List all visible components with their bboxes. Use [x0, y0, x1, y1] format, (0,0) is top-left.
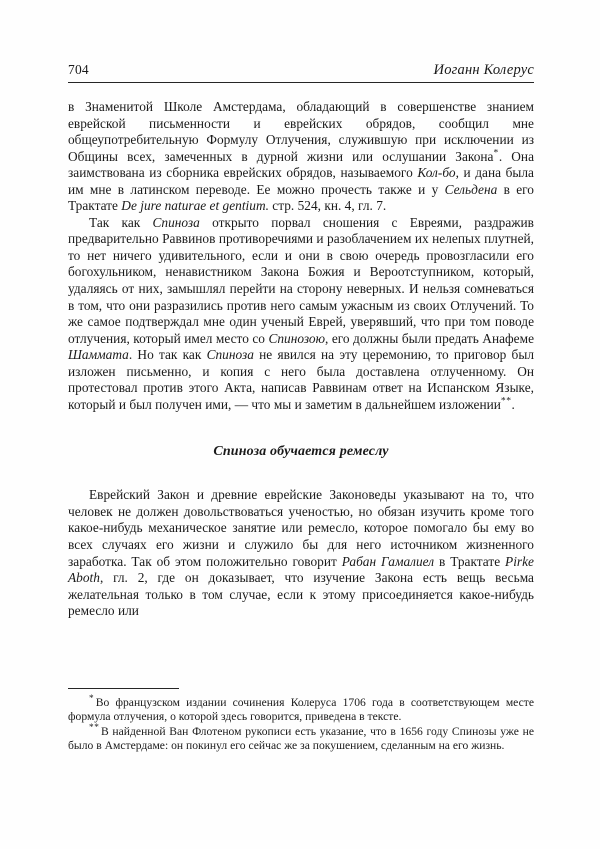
paragraph-1-italic-kol-bo: Кол-бо	[417, 165, 456, 181]
paragraph-1-run-5: стр. 524, кн. 4, гл. 7.	[268, 198, 387, 214]
paragraph-1	[68, 99, 534, 215]
paragraph-1-italic-selden: Сельдена	[444, 181, 498, 197]
page-number: 704	[68, 62, 89, 77]
paragraph-1-run-1: в Знаменитой Школе Амстердама, обладающий в совершенстве знанием еврейской письменности и еврейских обрядов, сообщил мне общеупотребительную Формулу Отлучения, служившую при исключении из Общины всех, замеченных в дурной жизни или ослушании Закона	[68, 99, 534, 164]
paragraph-1-run-3: , и дана была им мне в латинском переводе. Ее можно прочесть также и у	[68, 165, 534, 197]
footnote-1-marker: *	[89, 694, 95, 705]
footnote-separator-rule	[68, 688, 179, 689]
paragraph-2-run-5: не явился на эту церемонию, то приговор был изложен письменно, и копия с него была доставлена отлученному. Он протестовал против этого Акта, написав Раввинам ответ на Испанском Языке, который и был получен ими, — что мы и заметим в дальнейшем изложении	[68, 347, 534, 412]
paragraph-2	[68, 215, 534, 414]
paragraph-2-run-4: . Но так как	[128, 347, 207, 363]
footnote-1	[68, 696, 534, 725]
paragraph-1-run-2: . Она заимствована из сборника еврейских обрядов, называемого	[68, 148, 535, 181]
heading-spacer-top	[68, 413, 534, 443]
footnote-area	[68, 688, 534, 754]
paragraph-2-run-3: , его должны были предать Анафеме	[325, 330, 534, 346]
paragraph-3-italic-raban-gamaliel: Рабан Гамалиел	[341, 553, 435, 569]
footnote-1-text: Во французском издании сочинения Колеруса 1706 года в соответствующем месте формула отлучения, о которой здесь говорится, приведена в тексте.	[68, 696, 534, 724]
footnote-2-text: В найденной Ван Флотеном рукописи есть указание, что в 1656 году Спинозы уже не было в Амстердаме: он покинул его сейчас же за покушением, сделанным на его жизнь.	[68, 724, 534, 753]
paragraph-2-run-6: .	[511, 396, 515, 412]
paragraph-1-italic-treatise-title: De jure naturae et gentium.	[121, 198, 269, 214]
running-title: Иоганн Колерус	[433, 62, 534, 78]
footnote-reference-1: *	[493, 147, 499, 159]
paragraph-2-italic-spinoza-1: Спиноза	[152, 214, 200, 230]
paragraph-3-run-1: Еврейский Закон и древние еврейские Законоведы указывают на то, что человек не должен довольствоваться ученостью, но обязан изучить кроме того какое-нибудь механическое занятие или ремесло, которое помогало бы ему во всех случаях его жизни и служило бы для него источником жизненного заработка. Так об этом положительно говорит	[68, 487, 534, 569]
paragraph-2-italic-shammata: Шаммата	[68, 347, 129, 363]
page-header	[68, 62, 534, 83]
heading-spacer-bottom	[68, 461, 534, 487]
section-heading: Спиноза обучается ремеслу	[213, 444, 389, 460]
paragraph-3-italic-pirke-aboth: Pirke Aboth	[68, 553, 534, 586]
footnote-reference-2: **	[500, 395, 512, 407]
footnote-2	[68, 722, 534, 754]
paragraph-3	[68, 487, 534, 619]
paragraph-2-run-2: открыто порвал сношения с Евреями, раздражив предварительно Раввинов противоречиями и разоблачением их нелепых плутней, то нет ничего удивительного, если и они в свою очередь провозгласили его богохульником, ненавистником Закона Божия и Вероотступником, который, удаляясь от них, замышлял перейти на сторону неверных. И нельзя сомневаться в том, что они разразились против него самым ужасным из своих Отлучений. То же самое подтверждал мне один ученый Еврей, уверявший, что при том поводе отлучения, который имел место со	[68, 214, 534, 346]
text-column	[68, 99, 534, 620]
paragraph-2-italic-spinoza-2: Спиноза	[206, 347, 254, 363]
footnote-2-marker: **	[89, 722, 100, 733]
paragraph-1-run-4: в его Трактате	[68, 181, 534, 214]
paragraph-3-run-3: , гл. 2, где он доказывает, что изучение Закона есть вещь весьма желательная только в том случае, если к этому присоединяется какое-нибудь ремесло или	[68, 570, 534, 619]
paragraph-3-run-2: в Трактате	[434, 553, 506, 569]
paragraph-2-run-1: Так как	[89, 214, 153, 230]
paragraph-2-italic-spinozoyu: Спинозою	[268, 330, 326, 346]
